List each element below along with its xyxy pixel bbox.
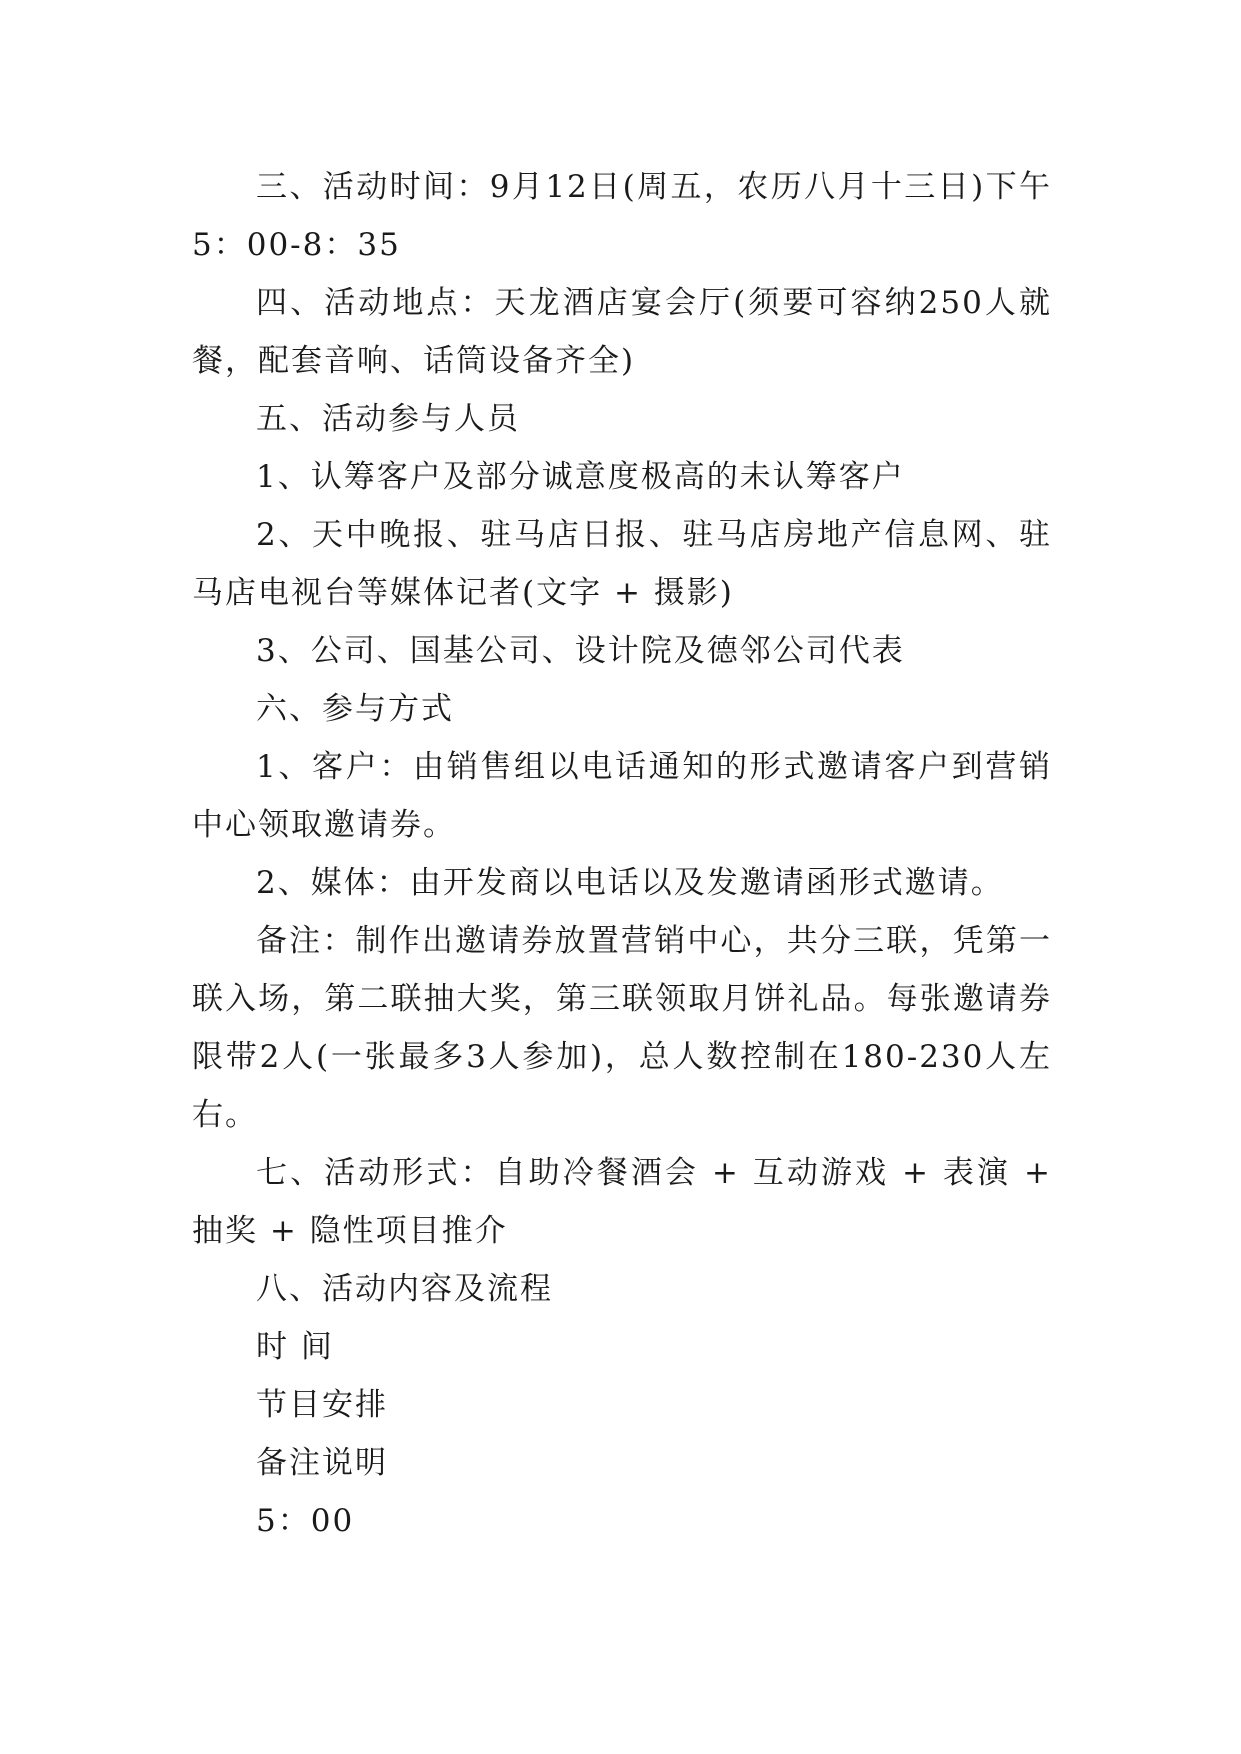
- paragraph-activity-time: 三、活动时间：9月12日(周五，农历八月十三日)下午5：00-8：35: [192, 169, 1052, 263]
- paragraph-participants-3: 3、公司、国基公司、设计院及德邻公司代表: [256, 633, 905, 669]
- paragraph-remarks: 备注：制作出邀请券放置营销中心，共分三联，凭第一联入场，第二联抽大奖，第三联领取月饼礼品。每张邀请券限带2人(一张最多3人参加)，总人数控制在180-230人左右。: [192, 923, 1052, 1133]
- paragraph-participants-2: 2、天中晚报、驻马店日报、驻马店房地产信息网、驻马店电视台等媒体记者(文字 + 摄影): [192, 517, 1052, 611]
- paragraph-content-heading: 八、活动内容及流程: [256, 1271, 553, 1307]
- paragraph-participants-1: 1、认筹客户及部分诚意度极高的未认筹客户: [256, 459, 905, 495]
- paragraph-program-label: 节目安排: [256, 1387, 388, 1423]
- paragraph-participants-heading: 五、活动参与人员: [256, 401, 520, 437]
- paragraph-activity-format: 七、活动形式：自助冷餐酒会 + 互动游戏 + 表演 + 抽奖 + 隐性项目推介: [192, 1155, 1052, 1249]
- paragraph-participation-2: 2、媒体：由开发商以电话以及发邀请函形式邀请。: [256, 865, 1004, 901]
- paragraph-participation-1: 1、客户：由销售组以电话通知的形式邀请客户到营销中心领取邀请券。: [192, 749, 1052, 843]
- paragraph-notes-label: 备注说明: [256, 1445, 388, 1481]
- paragraph-time-label: 时 间: [256, 1329, 334, 1365]
- document-body: [192, 158, 1052, 1550]
- paragraph-participation-heading: 六、参与方式: [256, 691, 454, 727]
- paragraph-activity-location: 四、活动地点：天龙酒店宴会厅(须要可容纳250人就餐，配套音响、话筒设备齐全): [192, 285, 1052, 379]
- paragraph-time-value: 5：00: [256, 1503, 355, 1539]
